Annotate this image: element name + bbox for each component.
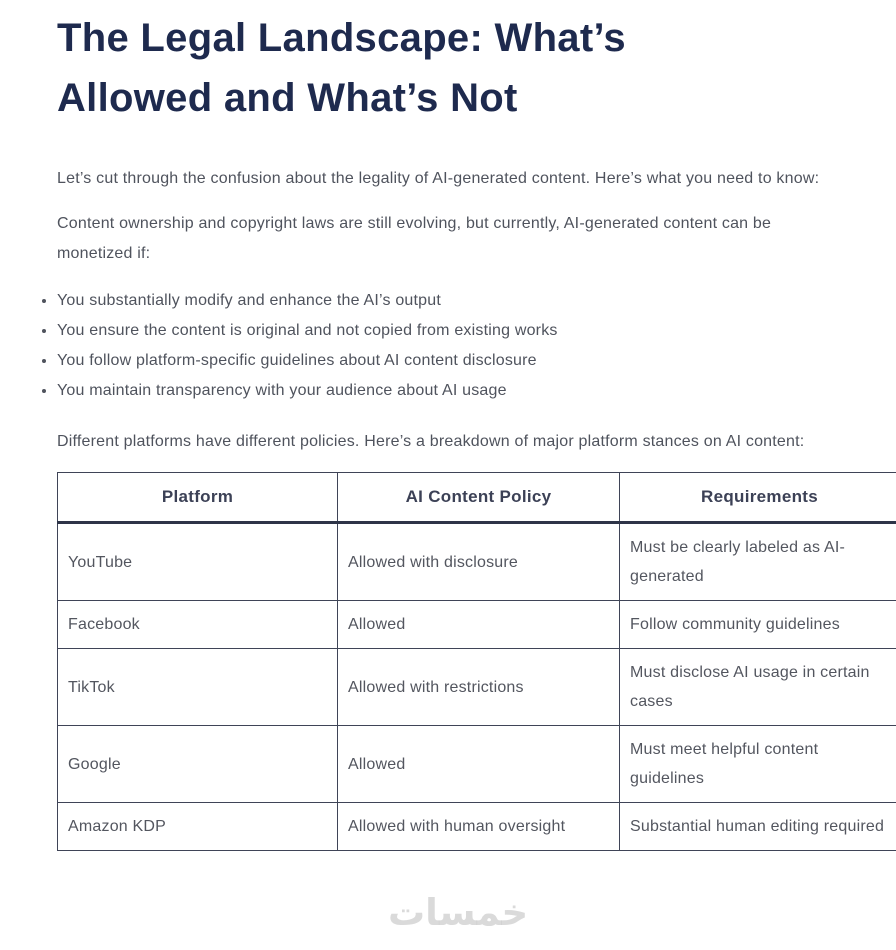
page-title (57, 0, 836, 128)
column-header-ai-content-policy: AI Content Policy (338, 473, 620, 523)
table-header-row (58, 473, 896, 523)
platform-policy-table (57, 472, 896, 851)
policy-cell: Allowed with restrictions (338, 649, 620, 726)
monetization-paragraph: Content ownership and copyright laws are still evolving, but currently, AI-generated content can be monetized if: (57, 215, 772, 262)
platform-cell: YouTube (58, 523, 338, 601)
platforms-paragraph: Different platforms have different policies. Here’s a breakdown of major platform stances on AI content: (57, 433, 805, 450)
column-header-platform: Platform (58, 473, 338, 523)
table-row (58, 803, 896, 851)
page-title-line-2: Allowed and What’s Not (57, 76, 518, 120)
khamsat-watermark: خمسات (388, 891, 529, 934)
page-title-line-1: The Legal Landscape: What’s (57, 16, 626, 60)
column-header-requirements: Requirements (620, 473, 896, 523)
policy-cell: Allowed with disclosure (338, 523, 620, 601)
policy-cell: Allowed (338, 726, 620, 803)
list-item: • You ensure the content is original and not copied from existing works (57, 316, 836, 346)
table-row (58, 726, 896, 803)
list-item: • You maintain transparency with your audience about AI usage (57, 376, 836, 406)
requirements-cell: Substantial human editing required (620, 803, 896, 851)
list-item: • You substantially modify and enhance the AI’s output (57, 286, 836, 316)
platform-cell: Facebook (58, 601, 338, 649)
monetization-conditions-list (39, 286, 836, 406)
table-body (58, 523, 896, 851)
platform-cell: Amazon KDP (58, 803, 338, 851)
policy-cell: Allowed (338, 601, 620, 649)
table-header (58, 473, 896, 523)
list-item: • You follow platform-specific guidelines about AI content disclosure (57, 346, 836, 376)
requirements-cell: Must meet helpful content guidelines (620, 726, 896, 803)
table-row (58, 649, 896, 726)
platform-cell: TikTok (58, 649, 338, 726)
intro-paragraph: Let’s cut through the confusion about the legality of AI-generated content. Here’s what you need to know: (57, 170, 820, 187)
requirements-cell: Must disclose AI usage in certain cases (620, 649, 896, 726)
table-row (58, 523, 896, 601)
table-row (58, 601, 896, 649)
platform-cell: Google (58, 726, 338, 803)
requirements-cell: Must be clearly labeled as AI-generated (620, 523, 896, 601)
policy-cell: Allowed with human oversight (338, 803, 620, 851)
requirements-cell: Follow community guidelines (620, 601, 896, 649)
